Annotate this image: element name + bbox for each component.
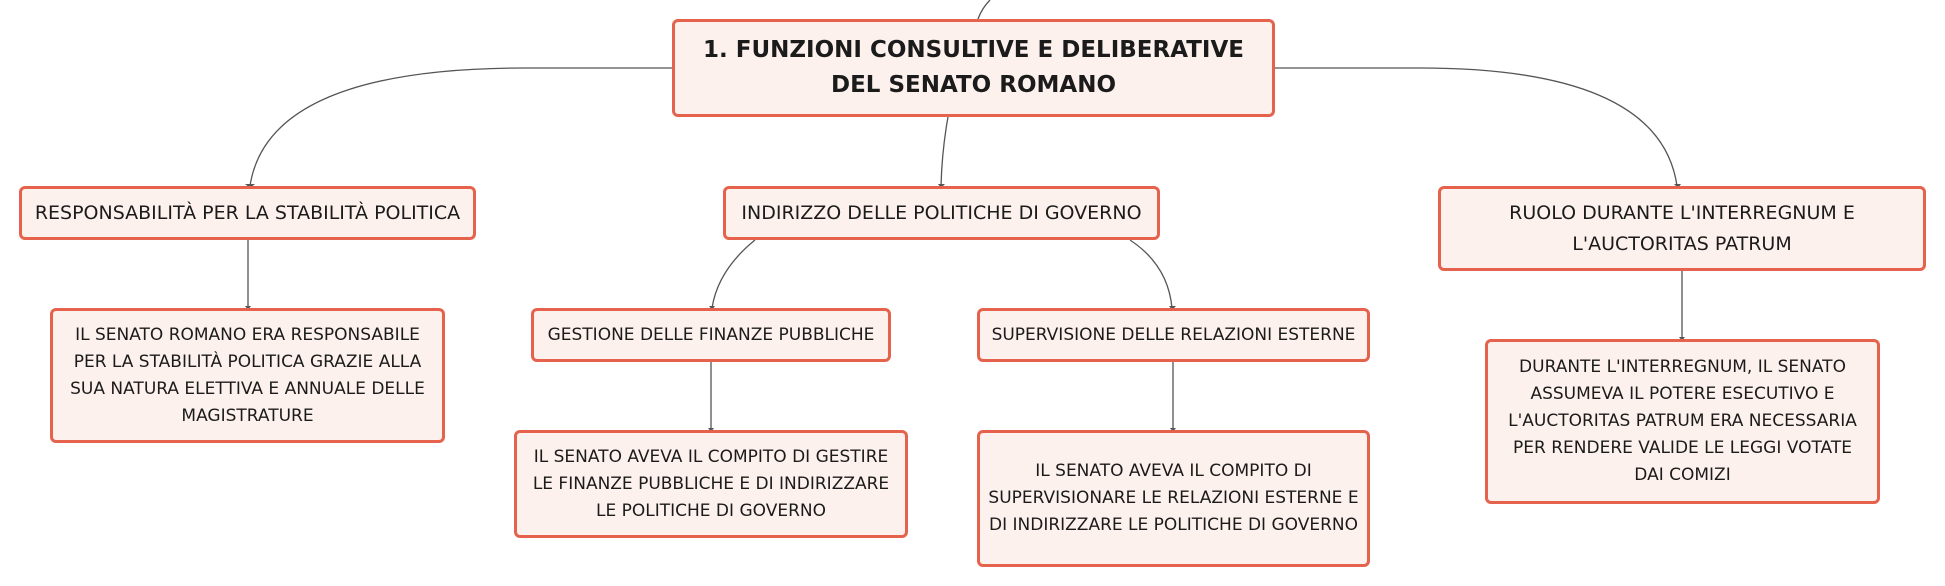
connector-policy-to-relations xyxy=(1130,240,1172,308)
detail-node-finance[interactable] xyxy=(514,430,908,538)
topic-node-interregnum[interactable] xyxy=(1438,186,1926,271)
subtopic-node-relations[interactable] xyxy=(977,308,1370,362)
connector-parent-to-root xyxy=(978,0,990,19)
topic-label-policy: INDIRIZZO DELLE POLITICHE DI GOVERNO xyxy=(741,201,1142,224)
detail-text-interregnum: DURANTE L'INTERREGNUM, IL SENATO ASSUMEVA IL POTERE ESECUTIVO E L'AUCTORITAS PATRUM ERA NECESSARIA PER RENDERE VALIDE LE LEGGI VOTATE DAI COMIZI xyxy=(1508,357,1857,485)
detail-node-stability[interactable] xyxy=(50,308,445,443)
topic-label-interregnum: RUOLO DURANTE L'INTERREGNUM E L'AUCTORITAS PATRUM xyxy=(1509,201,1855,255)
subtopic-label-finance: GESTIONE DELLE FINANZE PUBBLICHE xyxy=(547,325,875,345)
detail-node-relations[interactable] xyxy=(977,430,1370,567)
subtopic-label-relations: SUPERVISIONE DELLE RELAZIONI ESTERNE xyxy=(991,325,1356,345)
root-topic-title: 1. FUNZIONI CONSULTIVE E DELIBERATIVE DEL SENATO ROMANO xyxy=(703,37,1244,98)
connector-root-to-stability xyxy=(250,68,672,186)
detail-text-finance: IL SENATO AVEVA IL COMPITO DI GESTIRE LE FINANZE PUBBLICHE E DI INDIRIZZARE LE POLITICHE DI GOVERNO xyxy=(532,446,890,521)
connector-root-to-interregnum xyxy=(1275,68,1677,186)
detail-text-relations: IL SENATO AVEVA IL COMPITO DI SUPERVISIONARE LE RELAZIONI ESTERNE E DI INDIRIZZARE LE POLITICHE DI GOVERNO xyxy=(988,461,1359,535)
subtopic-node-finance[interactable] xyxy=(531,308,891,362)
detail-node-interregnum[interactable] xyxy=(1485,339,1880,504)
connector-policy-to-finance xyxy=(712,240,755,308)
detail-text-stability: IL SENATO ROMANO ERA RESPONSABILE PER LA STABILITÀ POLITICA GRAZIE ALLA SUA NATURA ELETTIVA E ANNUALE DELLE MAGISTRATURE xyxy=(70,324,425,426)
topic-label-stability: RESPONSABILITÀ PER LA STABILITÀ POLITICA xyxy=(34,201,461,224)
root-topic-node[interactable] xyxy=(672,19,1275,117)
topic-node-policy[interactable] xyxy=(723,186,1160,240)
topic-node-stability[interactable] xyxy=(19,186,476,240)
connector-root-to-policy xyxy=(941,117,948,186)
